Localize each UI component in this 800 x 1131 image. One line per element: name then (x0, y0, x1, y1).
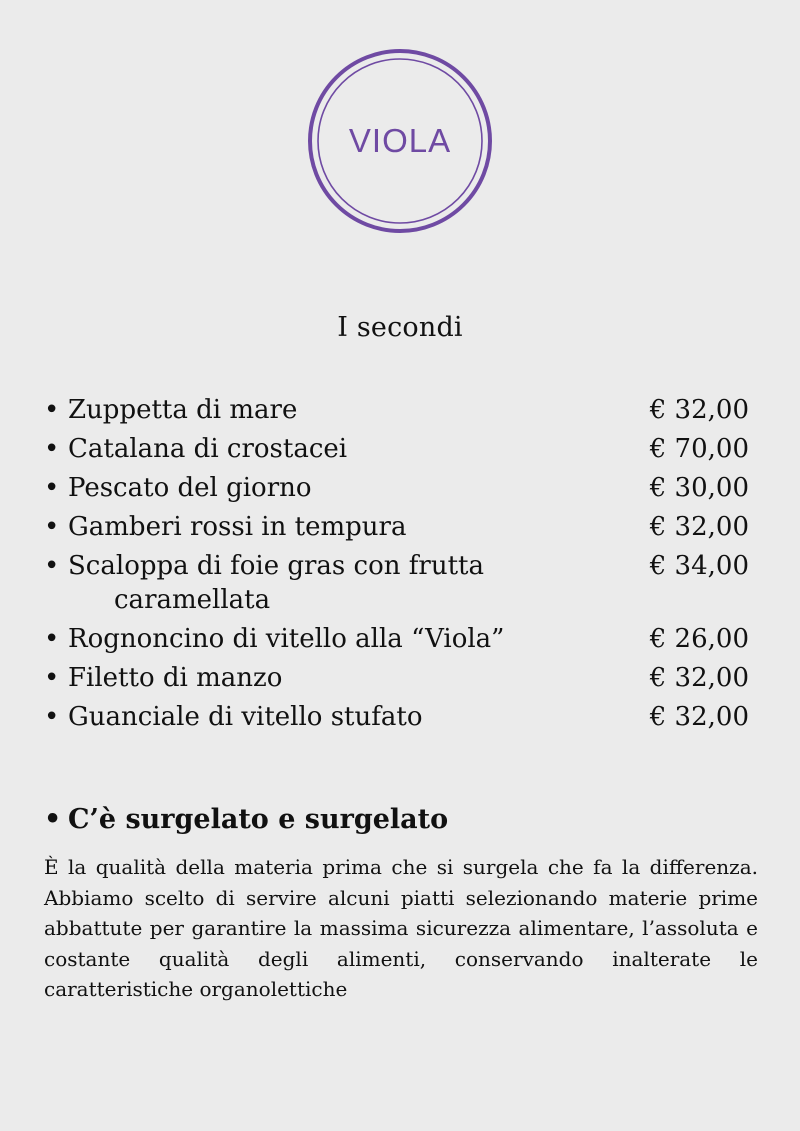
note-title (44, 804, 448, 835)
dish-price: € 30,00 (649, 473, 749, 503)
dish-text (68, 431, 347, 468)
dish-name: Scaloppa di foie gras con frutta (68, 551, 484, 581)
dish-text (68, 509, 406, 546)
dish-price: € 32,00 (649, 702, 749, 732)
dish-price: € 26,00 (649, 624, 749, 654)
menu-item-left (44, 699, 422, 736)
bullet: • (44, 395, 60, 425)
note-title-text: C’è surgelato e surgelato (68, 804, 449, 835)
dish-name: Pescato del giorno (68, 473, 312, 503)
dish-price: € 32,00 (649, 512, 749, 542)
menu-item-left (44, 621, 504, 658)
menu-list (44, 392, 749, 738)
bullet: • (44, 663, 60, 693)
menu-item (44, 431, 749, 468)
dish-price: € 70,00 (649, 434, 749, 464)
dish-name: Filetto di manzo (68, 663, 283, 693)
bullet: • (44, 804, 62, 835)
bullet: • (44, 434, 60, 464)
logo-text: VIOLA (348, 122, 452, 159)
dish-name: Catalana di crostacei (68, 434, 348, 464)
menu-item-left (44, 660, 282, 697)
bullet: • (44, 551, 60, 581)
menu-item-left (44, 392, 297, 429)
dish-price: € 32,00 (649, 663, 749, 693)
dish-text (68, 699, 422, 736)
dish-name-continued: caramellata (114, 585, 271, 615)
viola-logo (307, 48, 493, 234)
dish-name: Guanciale di vitello stufato (68, 702, 423, 732)
bullet: • (44, 624, 60, 654)
dish-price: € 34,00 (649, 551, 749, 581)
menu-item-left (44, 509, 406, 546)
menu-item (44, 621, 749, 658)
dish-text (68, 621, 504, 658)
menu-item-left (44, 470, 312, 507)
menu-item (44, 509, 749, 546)
dish-text (68, 470, 312, 507)
menu-item (44, 660, 749, 697)
bullet: • (44, 702, 60, 732)
menu-item (44, 392, 749, 429)
section-title: I secondi (337, 312, 463, 343)
dish-text (68, 660, 282, 697)
dish-text (68, 548, 484, 619)
dish-name: Zuppetta di mare (68, 395, 298, 425)
dish-text (68, 392, 297, 429)
dish-price: € 32,00 (649, 395, 749, 425)
note-body: È la qualità della materia prima che si surgela che fa la differenza. Abbiamo scelto di servire alcuni piatti selezionando materie prime abbattute per garantire la massima sicurezza alimentare, l’assoluta e costante qualità degli alimenti, conservando inalterate le caratteristiche organolettiche (44, 855, 758, 1001)
menu-item (44, 470, 749, 507)
menu-item-left (44, 431, 347, 468)
menu-item (44, 699, 749, 736)
menu-item-left (44, 548, 484, 619)
dish-name: Rognoncino di vitello alla “Viola” (68, 624, 505, 654)
bullet: • (44, 512, 60, 542)
bullet: • (44, 473, 60, 503)
dish-name: Gamberi rossi in tempura (68, 512, 407, 542)
menu-item (44, 548, 749, 619)
